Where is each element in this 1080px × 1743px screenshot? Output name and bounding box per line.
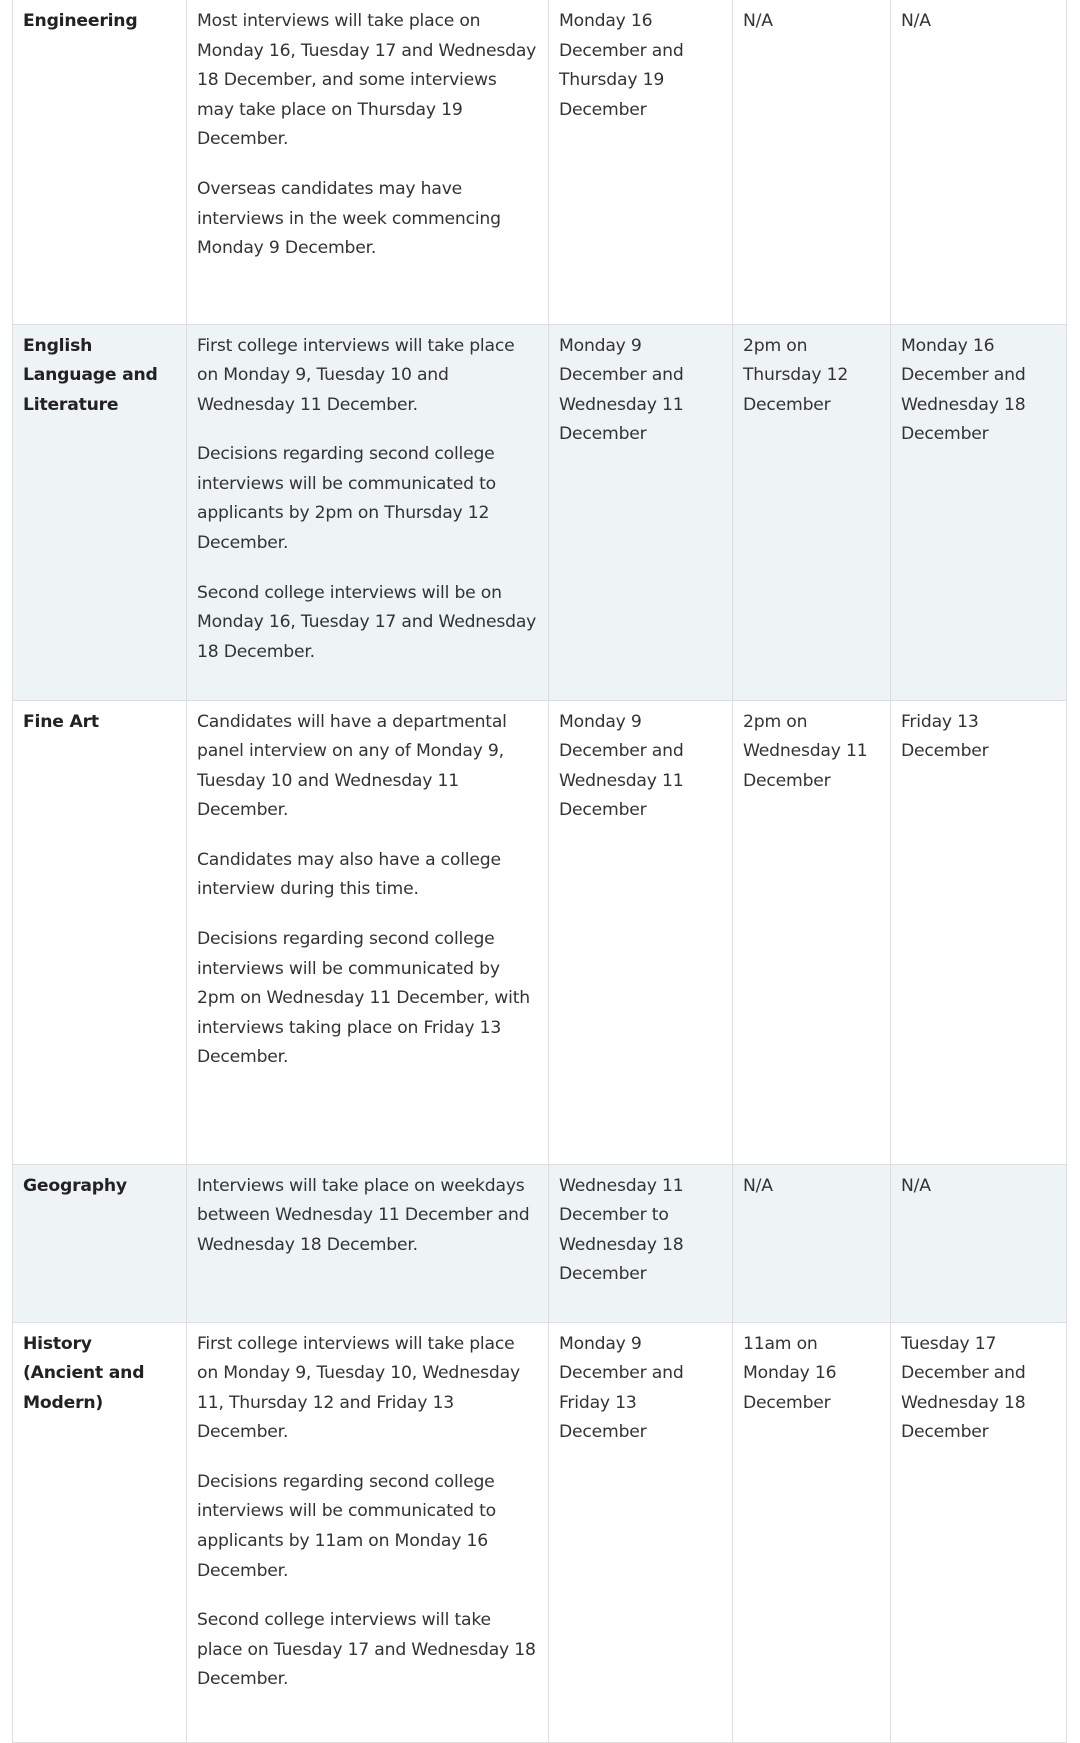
details-cell (187, 1164, 549, 1322)
details-cell (187, 1322, 549, 1742)
details-cell (187, 700, 549, 1164)
second-interviews-cell: N/A (891, 1164, 1067, 1322)
second-interviews-cell: Tuesday 17 December and Wednesday 18 December (891, 1322, 1067, 1742)
details-paragraph: Most interviews will take place on Monday 16, Tuesday 17 and Wednesday 18 December, and some interviews may take place on Thursday 19 December. (197, 11, 537, 150)
decisions-cell: N/A (733, 0, 891, 324)
interview-schedule-table-container (12, 0, 1066, 1743)
first-interviews-cell: Monday 9 December and Wednesday 11 December (549, 700, 733, 1164)
subject-cell: History (Ancient and Modern) (13, 1322, 187, 1742)
table-row (13, 0, 1067, 324)
details-paragraph: Overseas candidates may have interviews in the week commencing Monday 9 December. (197, 178, 501, 259)
subject-cell: Engineering (13, 0, 187, 324)
first-interviews-cell: Monday 9 December and Friday 13 December (549, 1322, 733, 1742)
table-row (13, 324, 1067, 700)
first-interviews-cell: Monday 16 December and Thursday 19 December (549, 0, 733, 324)
first-interviews-cell: Monday 9 December and Wednesday 11 December (549, 324, 733, 700)
interview-schedule-table (12, 0, 1067, 1743)
decisions-cell: N/A (733, 1164, 891, 1322)
details-paragraph: First college interviews will take place on Monday 9, Tuesday 10, Wednesday 11, Thursday 12 and Friday 13 December. (197, 1333, 520, 1443)
details-paragraph: Decisions regarding second college interviews will be communicated to applicants by 2pm on Thursday 12 December. (197, 444, 496, 554)
subject-cell: Fine Art (13, 700, 187, 1164)
table-row (13, 1164, 1067, 1322)
subject-cell: English Language and Literature (13, 324, 187, 700)
details-paragraph: Second college interviews will be on Monday 16, Tuesday 17 and Wednesday 18 December. (197, 582, 537, 662)
second-interviews-cell: N/A (891, 0, 1067, 324)
details-paragraph: First college interviews will take place on Monday 9, Tuesday 10 and Wednesday 11 December. (197, 335, 515, 415)
details-paragraph: Interviews will take place on weekdays between Wednesday 11 December and Wednesday 18 December. (197, 1175, 530, 1255)
details-paragraph: Second college interviews will take place on Tuesday 17 and Wednesday 18 December. (197, 1610, 536, 1690)
decisions-cell: 2pm on Thursday 12 December (733, 324, 891, 700)
subject-cell: Geography (13, 1164, 187, 1322)
details-paragraph: Candidates will have a departmental panel interview on any of Monday 9, Tuesday 10 and Wednesday 11 December. (197, 711, 507, 821)
table-row (13, 700, 1067, 1164)
details-paragraph: Decisions regarding second college interviews will be communicated by 2pm on Wednesday 11 December, with interviews taking place on Friday 13 December. (197, 929, 530, 1068)
decisions-cell: 11am on Monday 16 December (733, 1322, 891, 1742)
second-interviews-cell: Friday 13 December (891, 700, 1067, 1164)
details-cell (187, 324, 549, 700)
details-cell (187, 0, 549, 324)
details-paragraph: Candidates may also have a college interview during this time. (197, 849, 501, 900)
second-interviews-cell: Monday 16 December and Wednesday 18 December (891, 324, 1067, 700)
details-paragraph: Decisions regarding second college interviews will be communicated to applicants by 11am on Monday 16 December. (197, 1471, 496, 1581)
decisions-cell: 2pm on Wednesday 11 December (733, 700, 891, 1164)
first-interviews-cell: Wednesday 11 December to Wednesday 18 December (549, 1164, 733, 1322)
table-row (13, 1322, 1067, 1742)
